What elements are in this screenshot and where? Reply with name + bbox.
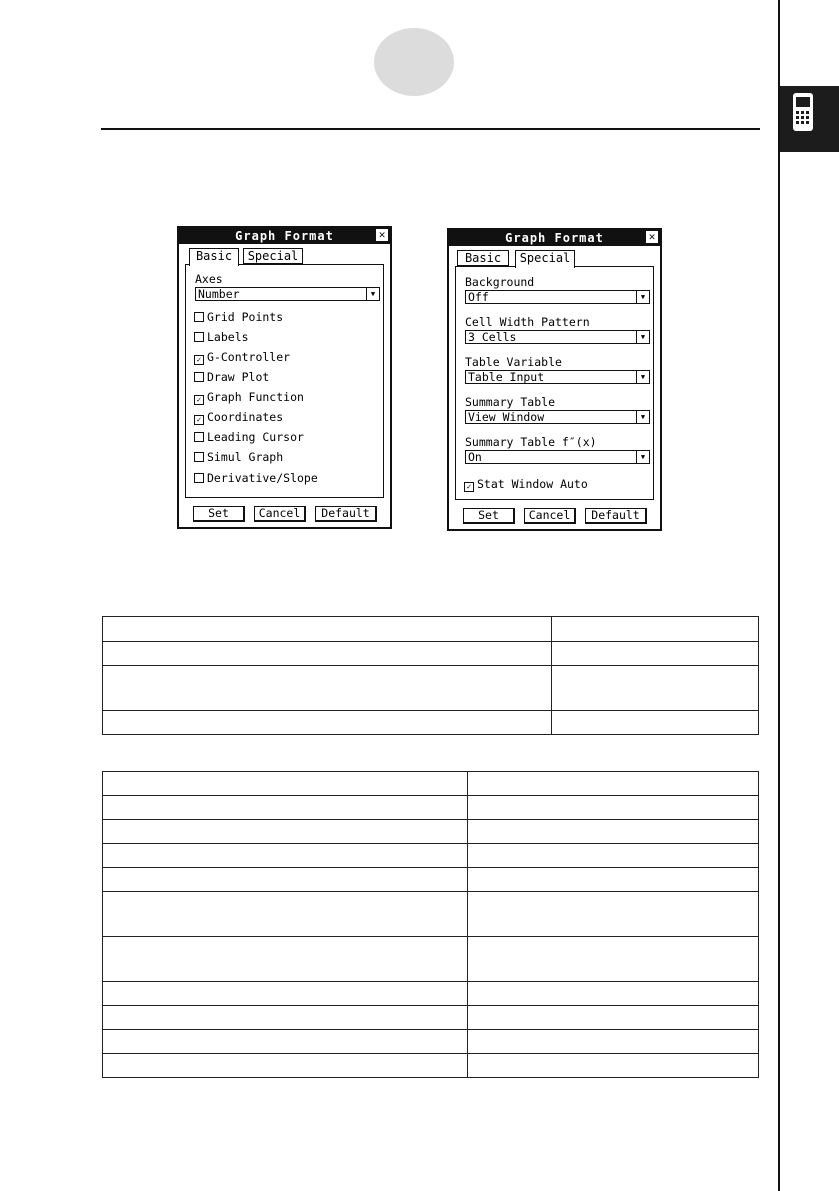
table-cell xyxy=(103,982,468,1006)
table-row xyxy=(103,1030,759,1054)
table-cell xyxy=(468,820,759,844)
summary-table-value: View Window xyxy=(468,410,545,424)
table-cell xyxy=(103,937,468,982)
close-icon[interactable]: ✕ xyxy=(376,229,388,241)
tab-special[interactable]: Special xyxy=(515,250,575,268)
table-cell xyxy=(103,666,552,711)
margin-rule xyxy=(778,0,780,1191)
checkbox-icon xyxy=(194,332,204,342)
checkbox-icon xyxy=(194,473,204,483)
settings-table-2 xyxy=(102,771,759,1078)
checkbox-derivative-slope[interactable] xyxy=(194,471,318,485)
tab-special[interactable]: Special xyxy=(243,248,303,264)
tab-basic[interactable]: Basic xyxy=(457,250,509,266)
table-cell xyxy=(103,711,552,735)
checkbox-draw-plot[interactable] xyxy=(194,370,269,384)
checkbox-coordinates[interactable] xyxy=(194,410,283,425)
cancel-button[interactable]: Cancel xyxy=(524,508,576,524)
cell-width-pattern-select[interactable] xyxy=(465,330,650,344)
table-cell xyxy=(468,844,759,868)
chevron-down-icon: ▼ xyxy=(636,371,649,383)
graph-format-dialog-special xyxy=(447,228,662,531)
table-cell xyxy=(103,772,468,796)
checkbox-icon xyxy=(194,372,204,382)
calculator-icon xyxy=(780,86,839,152)
tab-basic[interactable]: Basic xyxy=(189,248,239,266)
table-cell xyxy=(103,1054,468,1078)
table-row xyxy=(103,868,759,892)
axes-value: Number xyxy=(198,287,240,301)
chevron-down-icon: ▼ xyxy=(636,331,649,343)
table-cell xyxy=(103,1006,468,1030)
table-cell xyxy=(103,844,468,868)
checkbox-icon xyxy=(194,312,204,322)
table-variable-value: Table Input xyxy=(468,370,545,384)
checkbox-g-controller[interactable] xyxy=(194,350,290,365)
chevron-down-icon: ▼ xyxy=(636,411,649,423)
table-cell xyxy=(552,666,759,711)
checkbox-label: Leading Cursor xyxy=(207,430,304,444)
axes-select[interactable] xyxy=(195,287,380,301)
set-button[interactable]: Set xyxy=(193,506,245,522)
checkbox-labels[interactable] xyxy=(194,330,249,344)
table-row xyxy=(103,666,759,711)
checkbox-graph-function[interactable] xyxy=(194,390,304,405)
table-row xyxy=(103,642,759,666)
checkbox-stat-window-auto[interactable] xyxy=(464,477,588,492)
checkbox-label: G-Controller xyxy=(207,350,291,364)
summary-table-fx-value: On xyxy=(468,450,482,464)
table-cell xyxy=(468,796,759,820)
checkbox-label: Coordinates xyxy=(207,410,284,424)
side-tab xyxy=(780,86,839,152)
table-cell xyxy=(468,937,759,982)
background-select[interactable] xyxy=(465,290,650,304)
checkbox-label: Labels xyxy=(207,330,249,344)
chevron-down-icon: ▼ xyxy=(366,288,379,300)
table-row xyxy=(103,892,759,937)
table-cell xyxy=(468,892,759,937)
axes-label: Axes xyxy=(195,272,223,286)
background-value: Off xyxy=(468,290,489,304)
table-row xyxy=(103,820,759,844)
checkbox-label: Simul Graph xyxy=(207,450,284,464)
checkbox-label: Graph Function xyxy=(207,390,304,404)
table-variable-select[interactable] xyxy=(465,370,650,384)
checkbox-label: Grid Points xyxy=(207,310,284,324)
table-row xyxy=(103,617,759,642)
table-cell xyxy=(468,1006,759,1030)
default-button[interactable]: Default xyxy=(585,508,647,524)
chevron-down-icon: ▼ xyxy=(636,451,649,463)
cell-width-pattern-label: Cell Width Pattern xyxy=(465,315,590,329)
table-row xyxy=(103,711,759,735)
table-cell xyxy=(103,1030,468,1054)
dialog-title: Graph Format xyxy=(449,230,660,246)
table-cell xyxy=(103,796,468,820)
table-row xyxy=(103,937,759,982)
checkbox-label: Derivative/Slope xyxy=(207,471,318,485)
default-button[interactable]: Default xyxy=(315,506,377,522)
summary-table-select[interactable] xyxy=(465,410,650,424)
cell-width-pattern-value: 3 Cells xyxy=(468,330,517,344)
table-cell xyxy=(552,617,759,642)
chapter-circle xyxy=(374,28,454,96)
table-row xyxy=(103,1006,759,1030)
checkbox-icon xyxy=(194,452,204,462)
dialog-title: Graph Format xyxy=(179,228,390,244)
table-row xyxy=(103,796,759,820)
checkbox-icon: ✓ xyxy=(194,355,204,365)
checkbox-icon: ✓ xyxy=(194,415,204,425)
table-cell xyxy=(552,711,759,735)
header-rule xyxy=(101,128,760,130)
summary-table-label: Summary Table xyxy=(465,395,556,409)
checkbox-grid-points[interactable] xyxy=(194,310,283,324)
table-row xyxy=(103,1054,759,1078)
table-row xyxy=(103,772,759,796)
graph-format-dialog-basic xyxy=(177,226,392,529)
table-row xyxy=(103,844,759,868)
table-cell xyxy=(552,642,759,666)
table-cell xyxy=(103,868,468,892)
table-cell xyxy=(468,772,759,796)
table-row xyxy=(103,982,759,1006)
settings-table-1 xyxy=(102,616,759,735)
tab-panel xyxy=(455,266,654,500)
table-cell xyxy=(103,617,552,642)
checkbox-icon xyxy=(194,432,204,442)
background-label: Background xyxy=(465,275,535,289)
table-cell xyxy=(468,982,759,1006)
summary-table-fx-select[interactable] xyxy=(465,450,650,464)
tab-panel xyxy=(185,264,384,498)
checkbox-label: Draw Plot xyxy=(207,370,270,384)
checkbox-icon: ✓ xyxy=(464,482,474,492)
table-cell xyxy=(103,892,468,937)
chevron-down-icon: ▼ xyxy=(636,291,649,303)
set-button[interactable]: Set xyxy=(463,508,515,524)
summary-table-fx-label: Summary Table f″(x) xyxy=(465,435,597,449)
table-cell xyxy=(468,1054,759,1078)
checkbox-label: Stat Window Auto xyxy=(477,477,588,491)
table-cell xyxy=(468,1030,759,1054)
checkbox-leading-cursor[interactable] xyxy=(194,430,304,444)
table-variable-label: Table Variable xyxy=(465,355,562,369)
cancel-button[interactable]: Cancel xyxy=(254,506,306,522)
checkbox-icon: ✓ xyxy=(194,395,204,405)
close-icon[interactable]: ✕ xyxy=(646,231,658,243)
table-cell xyxy=(468,868,759,892)
checkbox-simul-graph[interactable] xyxy=(194,450,283,464)
table-cell xyxy=(103,642,552,666)
table-cell xyxy=(103,820,468,844)
